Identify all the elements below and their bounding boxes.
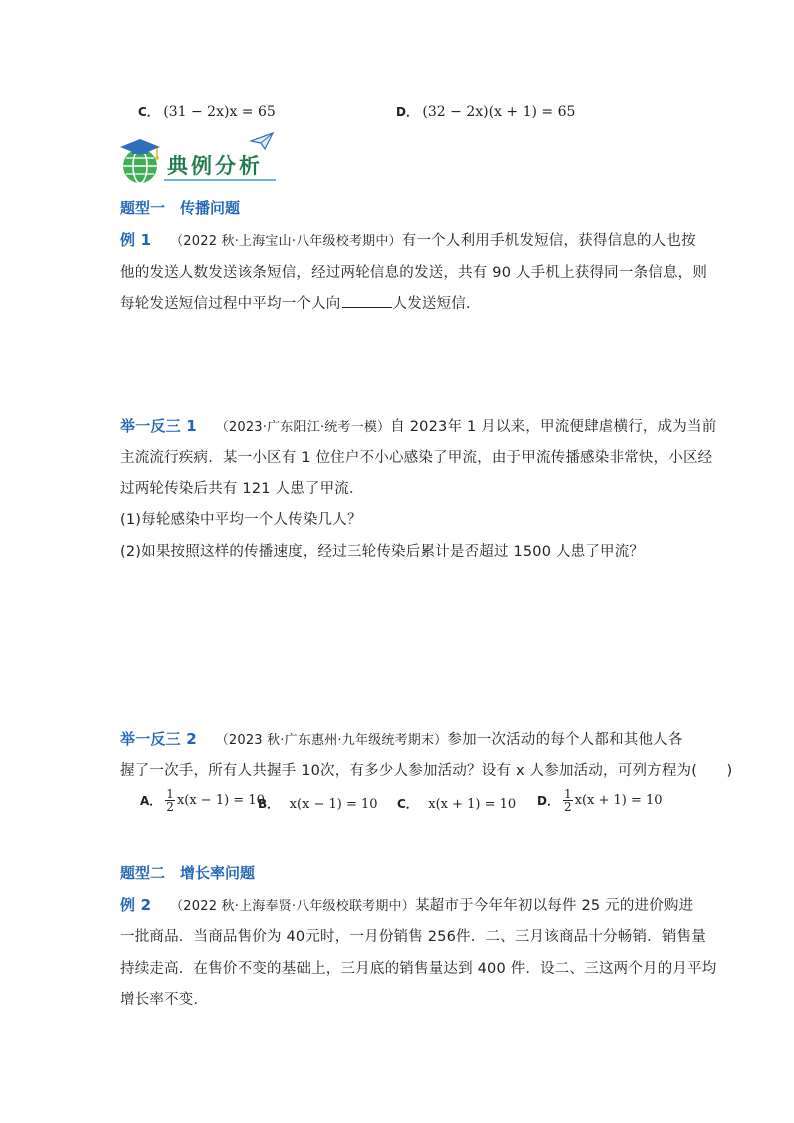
option-d bbox=[396, 103, 575, 120]
example-2-text-1: 某超市于今年年初以每件 25 元的进价购进 bbox=[414, 898, 694, 914]
practice-2-source: （2023 秋·广东惠州·九年级统考期末） bbox=[215, 733, 448, 748]
example-2-line-4: 增长率不变． bbox=[120, 992, 209, 1008]
half-fraction-a: $\frac{1}{2}$ bbox=[166, 787, 174, 814]
practice-2-option-a-label: A． bbox=[140, 794, 162, 808]
example-1-text-3a: 每轮发送短信过程中平均一个人向 bbox=[120, 296, 341, 312]
practice-1-source: （2023·广东阳江·统考一模） bbox=[215, 420, 391, 435]
banner-title: 典例分析 bbox=[167, 154, 263, 178]
option-c bbox=[138, 103, 276, 120]
section-heading-growth-rate: 题型二 增长率问题 bbox=[120, 864, 256, 882]
example-2-line-1 bbox=[120, 894, 693, 915]
example-1-label: 例 1 bbox=[120, 231, 152, 249]
practice-1-label: 举一反三 1 bbox=[120, 417, 197, 435]
option-d-label: D． bbox=[396, 105, 418, 119]
practice-2-option-b bbox=[258, 795, 378, 812]
practice-1-line-1 bbox=[120, 415, 716, 436]
paper-plane-icon bbox=[250, 132, 274, 150]
section-banner bbox=[120, 132, 290, 188]
practice-2-option-d-expression: x(x + 1) = 10 bbox=[574, 793, 663, 808]
answer-blank bbox=[342, 295, 392, 308]
example-1-text-1: 有一个人利用手机发短信，获得信息的人也按 bbox=[401, 233, 696, 249]
practice-2-option-b-expression: x(x − 1) = 10 bbox=[289, 797, 378, 812]
practice-2-option-b-label: B． bbox=[258, 797, 280, 811]
banner-underline bbox=[164, 179, 276, 181]
practice-2-option-a-expression: x(x − 1) = 10 bbox=[176, 793, 265, 808]
option-d-expression: (32 − 2x)(x + 1) = 65 bbox=[422, 104, 576, 120]
practice-2-option-c bbox=[397, 795, 516, 812]
practice-2-option-d bbox=[537, 788, 663, 813]
half-fraction-d: $\frac{1}{2}$ bbox=[563, 787, 572, 814]
practice-2-line-1 bbox=[120, 728, 683, 749]
example-1-text-3b: 人发送短信． bbox=[392, 296, 481, 312]
practice-2-option-c-label: C． bbox=[397, 797, 418, 811]
example-1-source: （2022 秋·上海宝山·八年级校考期中） bbox=[170, 234, 402, 249]
practice-1-line-2: 主流流行疾病．某一小区有 1 位住户不小心感染了甲流，由于甲流传播感染非常快，小区经 bbox=[120, 450, 713, 466]
practice-1-line-3: 过两轮传染后共有 121 人患了甲流． bbox=[120, 481, 364, 497]
example-1-line-2: 他的发送人数发送该条短信，经过两轮信息的发送，共有 90 人手机上获得同一条信息，则 bbox=[120, 265, 708, 281]
example-2-label: 例 2 bbox=[120, 896, 152, 914]
practice-2-line-2: 握了一次手，所有人共握手 10次，有多少人参加活动？设有 x 人参加活动，可列方程为( ) bbox=[120, 763, 733, 779]
example-1-line-1 bbox=[120, 229, 696, 250]
example-2-source: （2022 秋·上海奉贤·八年级校联考期中） bbox=[170, 899, 415, 914]
practice-2-option-c-expression: x(x + 1) = 10 bbox=[428, 797, 517, 812]
practice-2-option-d-label: D． bbox=[537, 794, 559, 808]
section-heading-spread: 题型一 传播问题 bbox=[120, 199, 241, 217]
practice-1-text-1: 自 2023年 1 月以来，甲流便肆虐横行，成为当前 bbox=[390, 419, 717, 435]
example-1-line-3 bbox=[120, 292, 481, 313]
example-2-line-2: 一批商品．当商品售价为 40元时，一月份销售 256件．二、三月该商品十分畅销．销售量 bbox=[120, 929, 706, 945]
globe-graduation-cap-icon bbox=[120, 136, 164, 186]
option-c-label: C． bbox=[138, 105, 159, 119]
practice-2-option-a bbox=[140, 788, 265, 813]
option-c-expression: (31 − 2x)x = 65 bbox=[163, 104, 276, 120]
practice-2-text-1: 参加一次活动的每个人都和其他人各 bbox=[447, 732, 683, 748]
practice-2-label: 举一反三 2 bbox=[120, 730, 197, 748]
practice-1-question-1: (1)每轮感染中平均一个人传染几人？ bbox=[120, 512, 362, 528]
example-2-line-3: 持续走高．在售价不变的基础上，三月底的销售量达到 400 件．设二、三这两个月的月平均 bbox=[120, 961, 717, 977]
practice-1-question-2: (2)如果按照这样的传播速度，经过三轮传染后累计是否超过 1500 人患了甲流？ bbox=[120, 544, 645, 560]
